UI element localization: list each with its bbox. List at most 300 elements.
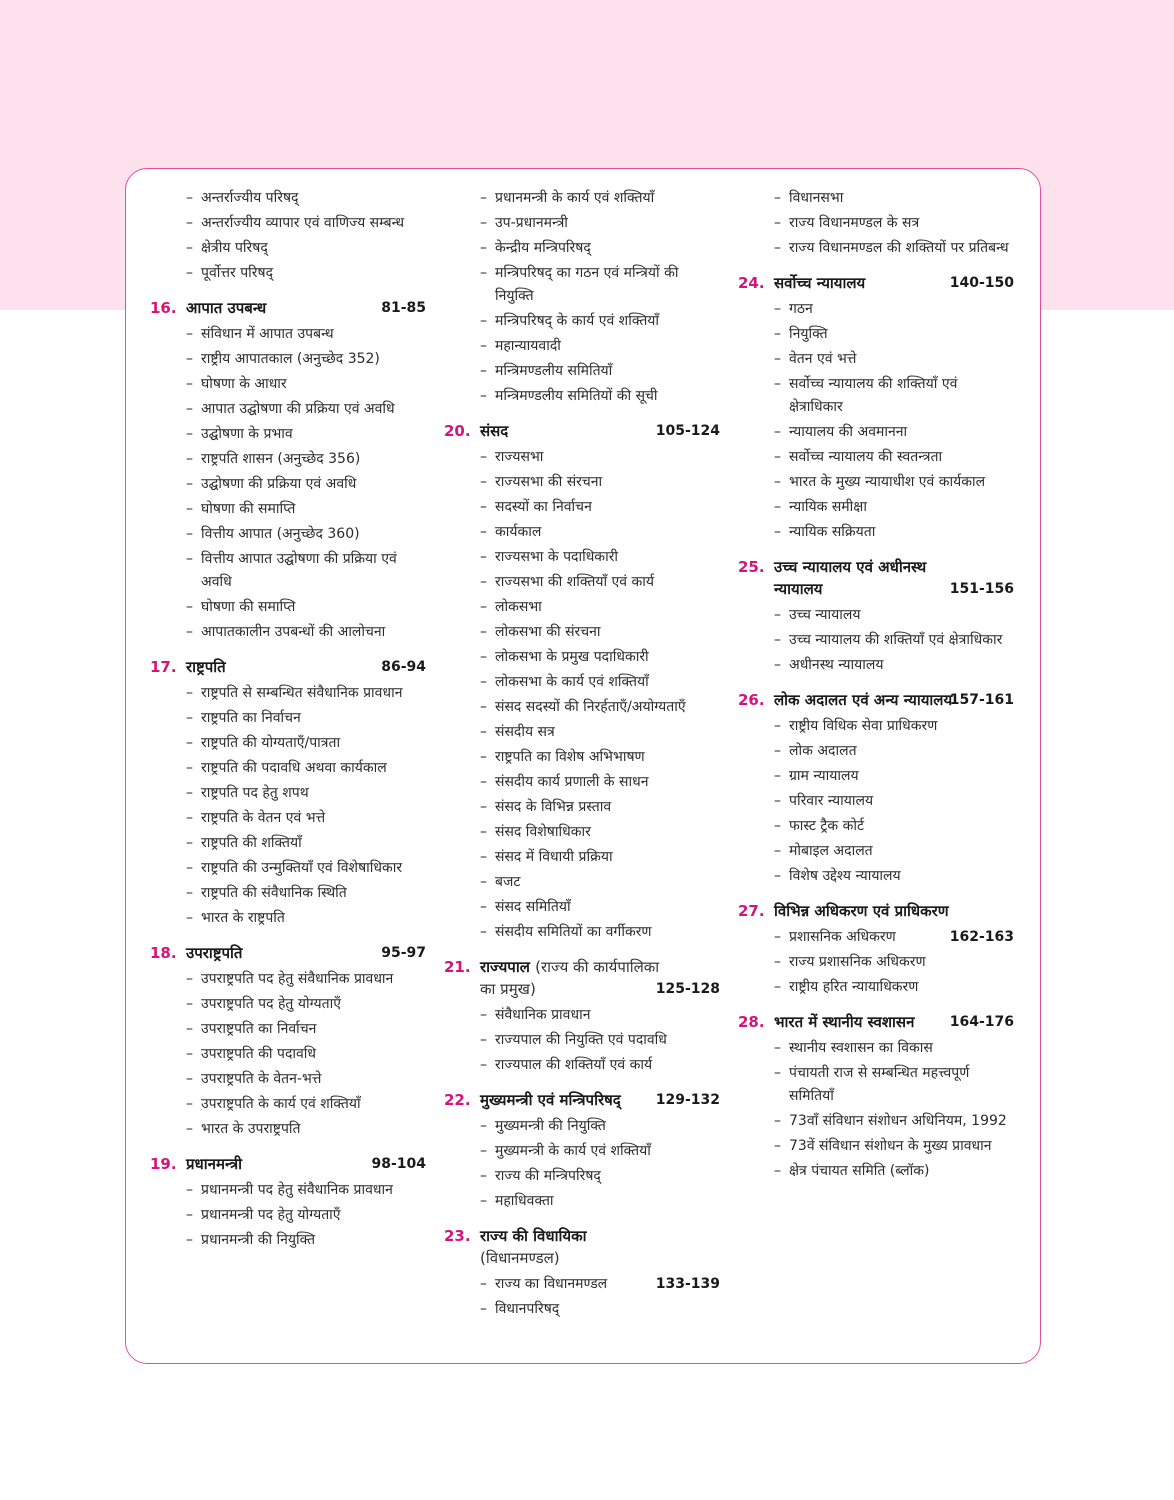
toc-item-text: महान्यायवादी [495, 338, 561, 354]
dash-bullet: – [480, 1193, 487, 1209]
section-number: 21. [444, 958, 471, 976]
dash-bullet: – [186, 265, 193, 281]
dash-bullet: – [480, 774, 487, 790]
section-title: प्रधानमन्त्री [186, 1155, 242, 1173]
toc-item-text: राष्ट्रपति की पदावधि अथवा कार्यकाल [201, 760, 387, 776]
dash-bullet: – [186, 1096, 193, 1112]
toc-item [444, 621, 724, 644]
toc-item [150, 373, 430, 396]
toc-item [444, 571, 724, 594]
toc-item-text: राज्य विधानमण्डल के सत्र [789, 215, 920, 231]
toc-item [444, 385, 724, 408]
dash-bullet: – [186, 215, 193, 231]
toc-item-text: वित्तीय आपात उद्घोषणा की प्रक्रिया एवं अवधि [201, 551, 397, 590]
toc-item-text: मुख्यमन्त्री की नियुक्ति [495, 1118, 606, 1134]
section-page-range: 164-176 [949, 1014, 1014, 1030]
toc-item [738, 765, 1018, 788]
dash-bullet: – [480, 1032, 487, 1048]
section-title: विभिन्न अधिकरण एवं प्राधिकरण [774, 902, 949, 920]
dash-bullet: – [186, 860, 193, 876]
toc-section [150, 656, 430, 930]
toc-item [444, 471, 724, 494]
toc-item [444, 896, 724, 919]
toc-item [738, 496, 1018, 519]
toc-item [738, 521, 1018, 544]
section-title: राज्य की विधायिका [480, 1227, 587, 1245]
dash-bullet: – [774, 1040, 781, 1056]
toc-item [444, 921, 724, 944]
toc-item-text: पूर्वोत्तर परिषद् [201, 265, 274, 281]
dash-bullet: – [480, 1118, 487, 1134]
section-heading [738, 556, 1018, 600]
toc-item-text: गठन [789, 301, 813, 317]
toc-item-text: प्रधानमन्त्री के कार्य एवं शक्तियाँ [495, 190, 655, 206]
toc-item [150, 596, 430, 619]
toc-item-text: लोकसभा के प्रमुख पदाधिकारी [495, 649, 649, 665]
toc-item-text: 73वें संविधान संशोधन के मुख्य प्रावधान [789, 1138, 992, 1154]
toc-item-text: पंचायती राज से सम्बन्धित महत्त्वपूर्ण समितियाँ [789, 1065, 970, 1104]
dash-bullet: – [186, 1232, 193, 1248]
toc-item-text: राज्य विधानमण्डल की शक्तियों पर प्रतिबन्ध [789, 240, 1009, 256]
toc-item-text: घोषणा के आधार [201, 376, 287, 392]
dash-bullet: – [480, 524, 487, 540]
dash-bullet: – [774, 326, 781, 342]
toc-item-text: उद्घोषणा के प्रभाव [201, 426, 293, 442]
dash-bullet: – [480, 724, 487, 740]
toc-item-text: बजट [495, 874, 521, 890]
toc-item-text: राज्यपाल की शक्तियाँ एवं कार्य [495, 1057, 653, 1073]
dash-bullet: – [480, 313, 487, 329]
toc-item-text: भारत के राष्ट्रपति [201, 910, 285, 926]
toc-item-text: वेतन एवं भत्ते [789, 351, 857, 367]
toc-item [150, 757, 430, 780]
dash-bullet: – [774, 954, 781, 970]
toc-item [150, 212, 430, 235]
toc-item-text: संसद सदस्यों की निरर्हताएँ/अयोग्यताएँ [495, 699, 686, 715]
toc-item-text: राष्ट्रीय आपातकाल (अनुच्छेद 352) [201, 351, 380, 367]
toc-item-text: उपराष्ट्रपति पद हेतु संवैधानिक प्रावधान [201, 971, 394, 987]
dash-bullet: – [480, 338, 487, 354]
dash-bullet: – [186, 910, 193, 926]
toc-item [150, 1229, 430, 1252]
section-number: 16. [150, 299, 177, 317]
toc-item [444, 596, 724, 619]
toc-item-text: विशेष उद्देश्य न्यायालय [789, 868, 901, 884]
section-title: भारत में स्थानीय स्वशासन [774, 1013, 915, 1031]
toc-item-text: क्षेत्रीय परिषद् [201, 240, 268, 256]
toc-item-text: संसद के विभिन्न प्रस्ताव [495, 799, 612, 815]
toc-item [150, 498, 430, 521]
toc-item-text: राष्ट्रपति पद हेतु शपथ [201, 785, 309, 801]
section-number: 24. [738, 274, 765, 292]
section-title: सर्वोच्च न्यायालय [774, 274, 866, 292]
toc-item-text: कार्यकाल [495, 524, 542, 540]
section-heading [738, 900, 1018, 922]
section-number: 20. [444, 422, 471, 440]
section-title: उपराष्ट्रपति [186, 944, 243, 962]
toc-item [150, 1204, 430, 1227]
toc-item-text: भारत के मुख्य न्यायाधीश एवं कार्यकाल [789, 474, 986, 490]
dash-bullet: – [186, 1207, 193, 1223]
toc-item [150, 732, 430, 755]
section-number: 19. [150, 1155, 177, 1173]
toc-item-text: प्रधानमन्त्री पद हेतु योग्यताएँ [201, 1207, 341, 1223]
toc-item-text: संसद विशेषाधिकार [495, 824, 591, 840]
toc-item-text: राष्ट्रपति का निर्वाचन [201, 710, 301, 726]
toc-item [150, 1093, 430, 1116]
toc-item-text: विधानसभा [789, 190, 844, 206]
toc-item-text: क्षेत्र पंचायत समिति (ब्लॉक) [789, 1163, 930, 1179]
section-page-range: 86-94 [381, 659, 426, 675]
section-heading [150, 656, 430, 678]
toc-item [738, 840, 1018, 863]
toc-item [444, 1054, 724, 1077]
toc-item [150, 968, 430, 991]
toc-item [150, 1018, 430, 1041]
dash-bullet: – [774, 499, 781, 515]
toc-item [150, 423, 430, 446]
toc-item-text: प्रशासनिक अधिकरण [789, 929, 896, 945]
dash-bullet: – [774, 215, 781, 231]
toc-item-text: राष्ट्रपति से सम्बन्धित संवैधानिक प्रावधान [201, 685, 403, 701]
toc-item [738, 348, 1018, 371]
toc-item [150, 882, 430, 905]
dash-bullet: – [186, 376, 193, 392]
toc-item-text: उपराष्ट्रपति का निर्वाचन [201, 1021, 317, 1037]
toc-item-text: नियुक्ति [789, 326, 828, 342]
section-title: राष्ट्रपति [186, 658, 226, 676]
dash-bullet: – [774, 376, 781, 392]
toc-item [150, 907, 430, 930]
toc-item [150, 448, 430, 471]
toc-item-text: प्रधानमन्त्री पद हेतु संवैधानिक प्रावधान [201, 1182, 393, 1198]
toc-item [444, 1029, 724, 1052]
toc-item [150, 348, 430, 371]
toc-item-text: विधानपरिषद् [495, 1301, 560, 1317]
dash-bullet: – [774, 818, 781, 834]
toc-item-text: राष्ट्रीय हरित न्यायाधिकरण [789, 979, 919, 995]
dash-bullet: – [774, 424, 781, 440]
toc-item [444, 1190, 724, 1213]
toc-column-1 [150, 187, 430, 1254]
dash-bullet: – [186, 1121, 193, 1137]
dash-bullet: – [480, 265, 487, 281]
toc-item [738, 865, 1018, 888]
section-heading [738, 272, 1018, 294]
toc-item [738, 926, 1018, 949]
toc-item [738, 298, 1018, 321]
toc-item [738, 187, 1018, 210]
toc-item-text: प्रधानमन्त्री की नियुक्ति [201, 1232, 316, 1248]
dash-bullet: – [774, 843, 781, 859]
section-number: 22. [444, 1091, 471, 1109]
toc-item-text: उपराष्ट्रपति की पदावधि [201, 1046, 317, 1062]
toc-item [738, 654, 1018, 677]
dash-bullet: – [480, 749, 487, 765]
toc-item-text: लोकसभा [495, 599, 542, 615]
toc-item [444, 446, 724, 469]
toc-item [444, 1165, 724, 1188]
toc-item [444, 1140, 724, 1163]
toc-item [738, 715, 1018, 738]
section-page-range: 157-161 [949, 692, 1014, 708]
toc-item-text: राज्य की मन्त्रिपरिषद् [495, 1168, 601, 1184]
toc-item-text: उच्च न्यायालय की शक्तियाँ एवं क्षेत्राधिकार [789, 632, 1003, 648]
dash-bullet: – [186, 451, 193, 467]
toc-item [150, 473, 430, 496]
toc-item [444, 1004, 724, 1027]
toc-item-text: अधीनस्थ न्यायालय [789, 657, 884, 673]
toc-section [738, 556, 1018, 677]
dash-bullet: – [480, 624, 487, 640]
section-heading [444, 420, 724, 442]
toc-item-text: अन्तर्राज्यीय परिषद् [201, 190, 299, 206]
dash-bullet: – [186, 351, 193, 367]
toc-item [444, 1273, 724, 1296]
toc-item-text: राज्यसभा के पदाधिकारी [495, 549, 619, 565]
section-page-range: 125-128 [655, 981, 720, 997]
toc-item [444, 696, 724, 719]
section-page-range: 129-132 [655, 1092, 720, 1108]
dash-bullet: – [480, 599, 487, 615]
toc-item-text: राष्ट्रपति के वेतन एवं भत्ते [201, 810, 326, 826]
dash-bullet: – [480, 240, 487, 256]
toc-item-text: संसदीय समितियों का वर्गीकरण [495, 924, 652, 940]
dash-bullet: – [480, 1301, 487, 1317]
section-title: उच्च न्यायालय एवं अधीनस्थ न्यायालय [774, 558, 927, 598]
toc-item-text: उपराष्ट्रपति पद हेतु योग्यताएँ [201, 996, 342, 1012]
toc-section [738, 272, 1018, 544]
dash-bullet: – [480, 649, 487, 665]
dash-bullet: – [480, 190, 487, 206]
toc-item [150, 707, 430, 730]
toc-section [150, 187, 430, 285]
section-page-range: 151-156 [949, 581, 1014, 597]
dash-bullet: – [774, 1163, 781, 1179]
dash-bullet: – [480, 549, 487, 565]
toc-item [150, 548, 430, 594]
section-page-range: 133-139 [655, 1276, 720, 1292]
toc-item [444, 646, 724, 669]
section-heading [150, 1153, 430, 1175]
section-title: आपात उपबन्ध [186, 299, 267, 317]
toc-item [738, 790, 1018, 813]
toc-item-text: संवैधानिक प्रावधान [495, 1007, 591, 1023]
dash-bullet: – [774, 301, 781, 317]
toc-item-text: मोबाइल अदालत [789, 843, 873, 859]
toc-item-text: संसद समितियाँ [495, 899, 571, 915]
toc-column-3 [738, 187, 1018, 1185]
toc-item [738, 373, 1018, 419]
dash-bullet: – [186, 1046, 193, 1062]
dash-bullet: – [774, 632, 781, 648]
toc-section [738, 689, 1018, 888]
toc-item [444, 310, 724, 333]
toc-section [738, 1011, 1018, 1183]
toc-item-text: अन्तर्राज्यीय व्यापार एवं वाणिज्य सम्बन्ध [201, 215, 405, 231]
dash-bullet: – [774, 474, 781, 490]
toc-item [444, 771, 724, 794]
dash-bullet: – [186, 476, 193, 492]
toc-item [150, 832, 430, 855]
toc-item-text: राष्ट्रपति की शक्तियाँ [201, 835, 302, 851]
dash-bullet: – [480, 499, 487, 515]
toc-item-text: आपातकालीन उपबन्धों की आलोचना [201, 624, 386, 640]
section-title: लोक अदालत एवं अन्य न्यायालय [774, 691, 953, 709]
section-page-range: 81-85 [381, 300, 426, 316]
toc-item [738, 421, 1018, 444]
dash-bullet: – [480, 215, 487, 231]
dash-bullet: – [774, 190, 781, 206]
toc-item [444, 360, 724, 383]
toc-item-text: फास्ट ट्रैक कोर्ट [789, 818, 865, 834]
toc-item [444, 212, 724, 235]
toc-section [444, 1225, 724, 1321]
toc-item [738, 323, 1018, 346]
toc-item [150, 1118, 430, 1141]
toc-item [150, 857, 430, 880]
toc-item-text: भारत के उपराष्ट्रपति [201, 1121, 301, 1137]
toc-item [150, 1068, 430, 1091]
section-heading [150, 942, 430, 964]
dash-bullet: – [480, 924, 487, 940]
toc-item [150, 262, 430, 285]
toc-item-text: आपात उद्घोषणा की प्रक्रिया एवं अवधि [201, 401, 395, 417]
toc-item-text: राज्य प्रशासनिक अधिकरण [789, 954, 926, 970]
section-heading [738, 1011, 1018, 1033]
toc-item-text: उद्घोषणा की प्रक्रिया एवं अवधि [201, 476, 357, 492]
toc-item [444, 821, 724, 844]
dash-bullet: – [480, 699, 487, 715]
dash-bullet: – [774, 240, 781, 256]
dash-bullet: – [774, 524, 781, 540]
dash-bullet: – [774, 929, 781, 945]
toc-item-text: उच्च न्यायालय [789, 607, 861, 623]
toc-item [738, 1110, 1018, 1133]
dash-bullet: – [480, 1276, 487, 1292]
toc-item-text: केन्द्रीय मन्त्रिपरिषद् [495, 240, 591, 256]
toc-item-text: न्यायिक सक्रियता [789, 524, 876, 540]
toc-item [444, 796, 724, 819]
toc-item [444, 521, 724, 544]
dash-bullet: – [480, 363, 487, 379]
toc-section [150, 942, 430, 1141]
toc-item-text: मन्त्रिपरिषद् के कार्य एवं शक्तियाँ [495, 313, 660, 329]
dash-bullet: – [480, 1168, 487, 1184]
toc-item [444, 871, 724, 894]
toc-item-text: सर्वोच्च न्यायालय की स्वतन्त्रता [789, 449, 943, 465]
section-number: 25. [738, 558, 765, 576]
toc-item [738, 815, 1018, 838]
section-title: संसद [480, 422, 509, 440]
section-subtitle: (विधानमण्डल) [480, 1249, 560, 1267]
toc-item [150, 1179, 430, 1202]
section-page-range: 140-150 [949, 275, 1014, 291]
dash-bullet: – [774, 743, 781, 759]
toc-section [150, 1153, 430, 1252]
section-subtitle: (राज्य की कार्यपालिका का प्रमुख) [480, 958, 660, 998]
toc-section [150, 297, 430, 644]
toc-item [150, 237, 430, 260]
dash-bullet: – [186, 885, 193, 901]
toc-item [444, 671, 724, 694]
toc-section [444, 1089, 724, 1213]
toc-item [444, 496, 724, 519]
toc-section [444, 187, 724, 408]
dash-bullet: – [186, 685, 193, 701]
section-heading [444, 1225, 724, 1269]
dash-bullet: – [186, 526, 193, 542]
dash-bullet: – [774, 1113, 781, 1129]
section-number: 26. [738, 691, 765, 709]
dash-bullet: – [480, 1007, 487, 1023]
toc-item [150, 323, 430, 346]
toc-item-text: राष्ट्रपति का विशेष अभिभाषण [495, 749, 645, 765]
section-number: 18. [150, 944, 177, 962]
toc-item [150, 398, 430, 421]
toc-item-text: राष्ट्रीय विधिक सेवा प्राधिकरण [789, 718, 938, 734]
toc-item [738, 1160, 1018, 1183]
section-page-range: 162-163 [949, 929, 1014, 945]
toc-item-text: संसदीय सत्र [495, 724, 555, 740]
dash-bullet: – [186, 401, 193, 417]
dash-bullet: – [186, 240, 193, 256]
toc-item [444, 262, 724, 308]
toc-item-text: राज्य का विधानमण्डल [495, 1276, 608, 1292]
toc-item-text: मन्त्रिमण्डलीय समितियों की सूची [495, 388, 658, 404]
toc-section [738, 187, 1018, 260]
toc-item-text: राष्ट्रपति शासन (अनुच्छेद 356) [201, 451, 361, 467]
dash-bullet: – [186, 1071, 193, 1087]
dash-bullet: – [480, 674, 487, 690]
dash-bullet: – [186, 785, 193, 801]
toc-item-text: महाधिवक्ता [495, 1193, 554, 1209]
toc-item [444, 187, 724, 210]
section-page-range: 105-124 [655, 423, 720, 439]
dash-bullet: – [186, 1021, 193, 1037]
toc-item-text: राज्यसभा [495, 449, 544, 465]
dash-bullet: – [774, 657, 781, 673]
toc-item [738, 237, 1018, 260]
dash-bullet: – [186, 760, 193, 776]
toc-item [738, 976, 1018, 999]
dash-bullet: – [774, 979, 781, 995]
toc-section [444, 956, 724, 1077]
toc-item [150, 993, 430, 1016]
toc-item-text: राष्ट्रपति की उन्मुक्तियाँ एवं विशेषाधिकार [201, 860, 403, 876]
dash-bullet: – [480, 449, 487, 465]
toc-item-text: मुख्यमन्त्री के कार्य एवं शक्तियाँ [495, 1143, 651, 1159]
toc-item-text: परिवार न्यायालय [789, 793, 874, 809]
toc-item-text: न्यायिक समीक्षा [789, 499, 867, 515]
section-heading [444, 1089, 724, 1111]
dash-bullet: – [186, 810, 193, 826]
toc-item-text: उप-प्रधानमन्त्री [495, 215, 568, 231]
toc-item [150, 1043, 430, 1066]
toc-item [444, 1298, 724, 1321]
dash-bullet: – [186, 190, 193, 206]
toc-item-text: संसदीय कार्य प्रणाली के साधन [495, 774, 649, 790]
section-title: राज्यपाल [480, 958, 530, 976]
toc-item [444, 846, 724, 869]
dash-bullet: – [774, 718, 781, 734]
dash-bullet: – [186, 971, 193, 987]
toc-item [738, 629, 1018, 652]
toc-item [150, 187, 430, 210]
dash-bullet: – [480, 388, 487, 404]
toc-item-text: घोषणा की समाप्ति [201, 599, 296, 615]
toc-item [150, 807, 430, 830]
